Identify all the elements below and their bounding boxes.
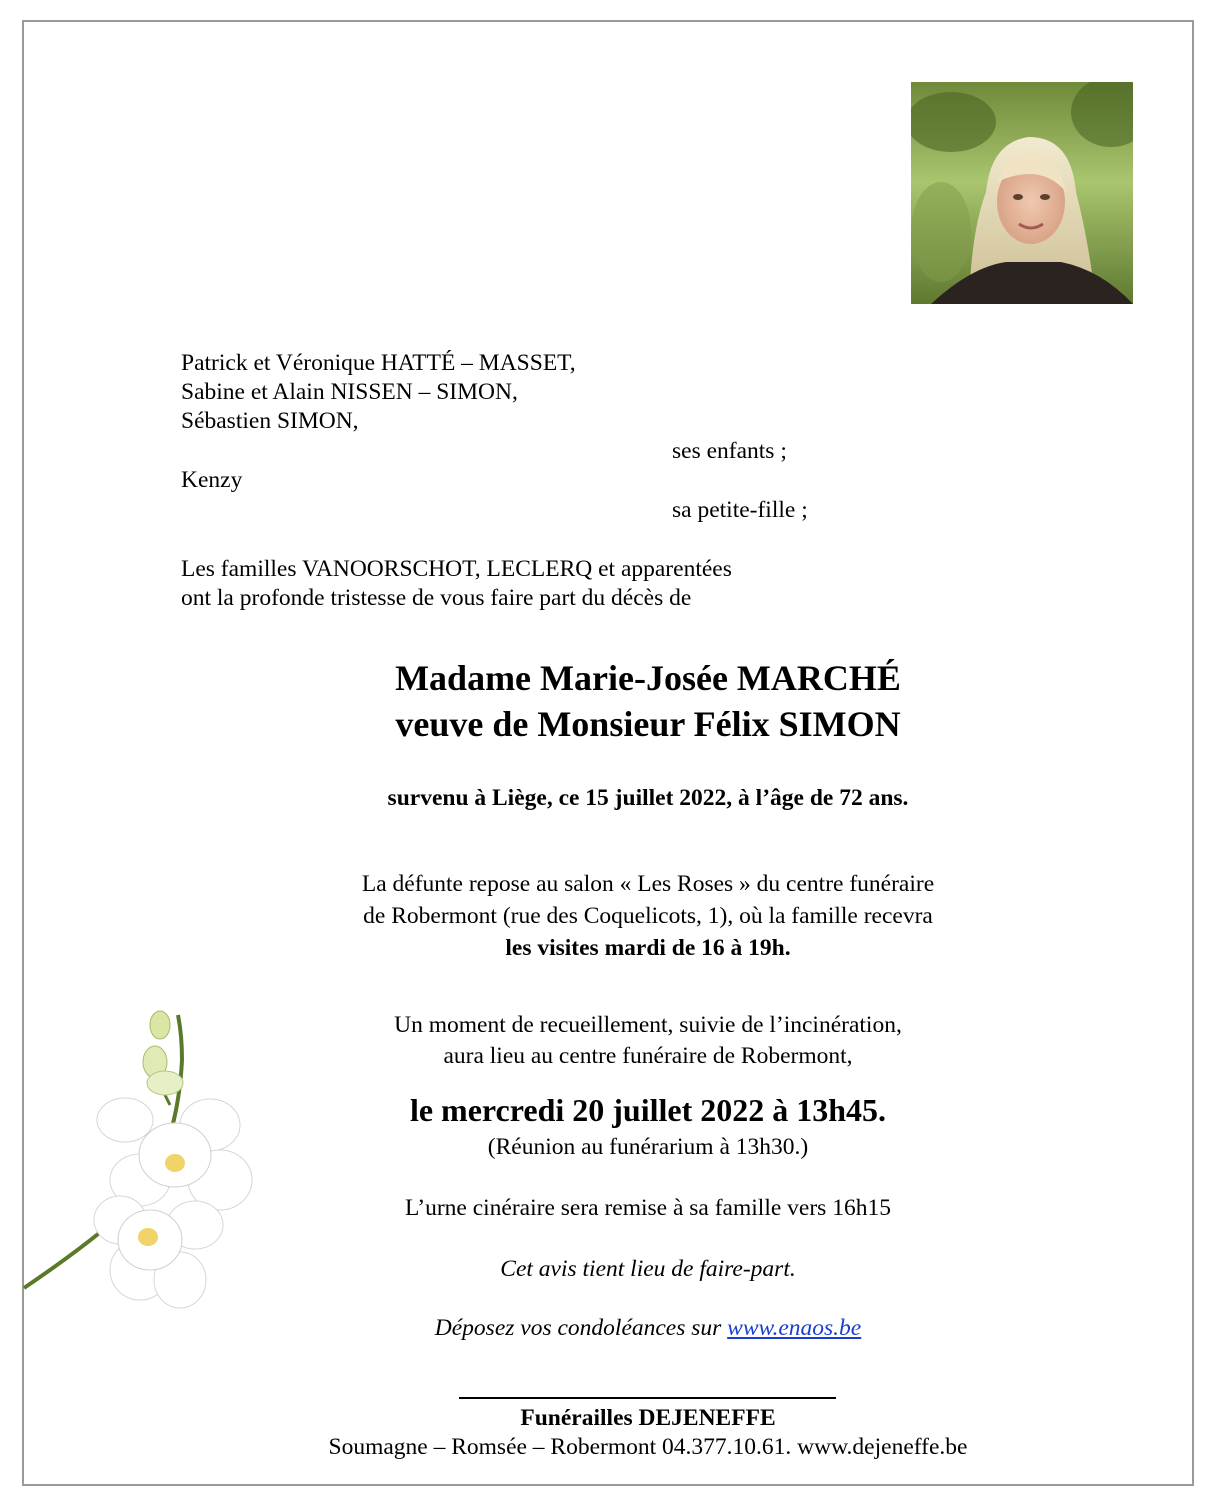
family-line-2: Sabine et Alain NISSEN – SIMON, xyxy=(181,379,518,405)
portrait-image xyxy=(911,82,1133,304)
deceased-photo xyxy=(911,82,1133,304)
meeting-time: (Réunion au funérarium à 13h30.) xyxy=(487,1134,809,1160)
visits-line-1: La défunte repose au salon « Les Roses » du centre funéraire xyxy=(361,871,935,897)
notice-line: Cet avis tient lieu de faire-part. xyxy=(500,1256,796,1282)
family-line-3: Sébastien SIMON, xyxy=(181,408,359,434)
urn-line: L’urne cinéraire sera remise à sa famille vers 16h15 xyxy=(405,1195,891,1221)
death-details: survenu à Liège, ce 15 juillet 2022, à l’âge de 72 ans. xyxy=(387,785,909,811)
visits-line-3: les visites mardi de 16 à 19h. xyxy=(505,935,791,961)
family-line-1: Patrick et Véronique HATTÉ – MASSET, xyxy=(181,350,576,376)
deceased-name: Madame Marie-Josée MARCHÉ xyxy=(395,658,901,698)
ceremony-line-2: aura lieu au centre funéraire de Robermont, xyxy=(443,1043,853,1069)
grandchild-label: sa petite-fille ; xyxy=(672,497,808,523)
orchid-decoration-icon xyxy=(20,1005,265,1315)
footer-contact: Soumagne – Romsée – Robermont 04.377.10.61. www.dejeneffe.be xyxy=(328,1434,968,1460)
condolences-link[interactable]: www.enaos.be xyxy=(727,1315,862,1341)
announce-line: ont la profonde tristesse de vous faire part du décès de xyxy=(181,585,692,611)
grandchild-name: Kenzy xyxy=(181,467,243,493)
ceremony-line-1: Un moment de recueillement, suivie de l’incinération, xyxy=(394,1012,902,1038)
condolences-line xyxy=(0,1314,1214,1343)
footer-company: Funérailles DEJENEFFE xyxy=(520,1405,776,1431)
children-label: ses enfants ; xyxy=(672,438,787,464)
ceremony-date: le mercredi 20 juillet 2022 à 13h45. xyxy=(409,1092,887,1128)
visits-line-2: de Robermont (rue des Coquelicots, 1), où la famille recevra xyxy=(363,903,933,929)
deceased-widow-of: veuve de Monsieur Félix SIMON xyxy=(395,704,901,744)
families-line: Les familles VANOORSCHOT, LECLERQ et apparentées xyxy=(181,556,732,582)
footer-divider xyxy=(459,1397,836,1399)
condolences-text: Déposez vos condoléances sur xyxy=(434,1315,728,1341)
